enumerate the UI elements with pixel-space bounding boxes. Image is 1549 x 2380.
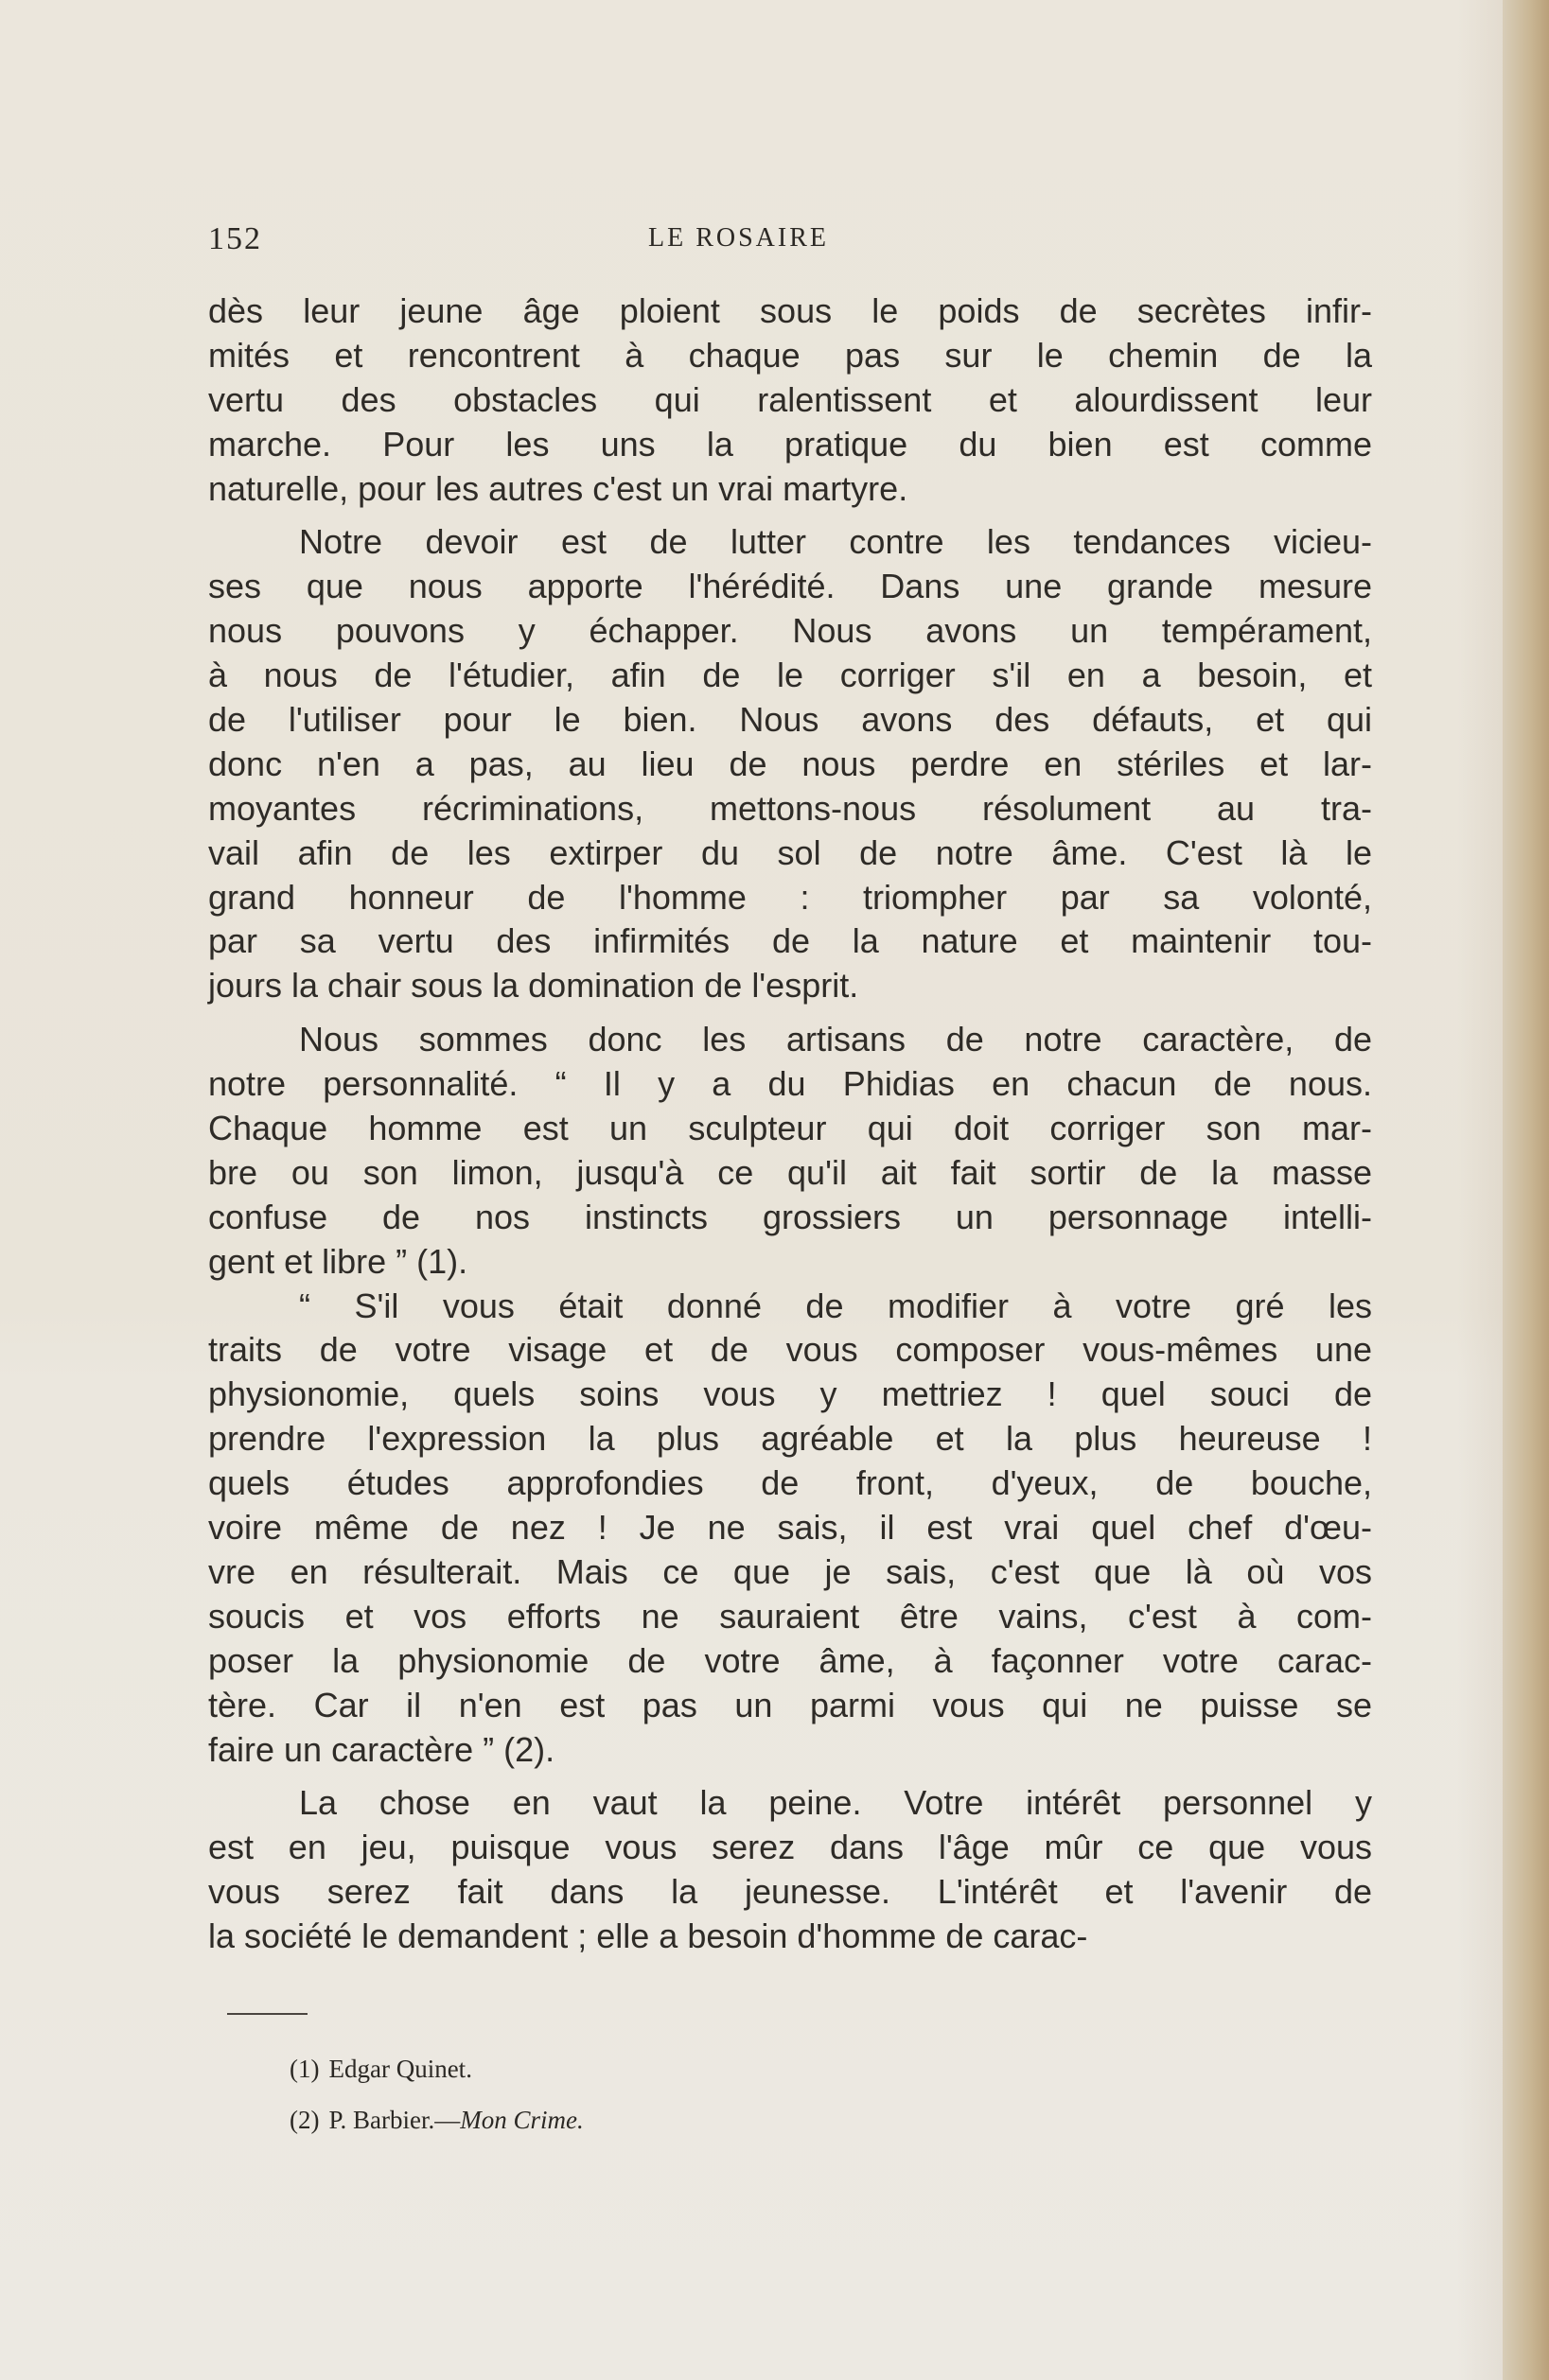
text-line: moyantes récriminations, mettons-nous résolument au tra-: [208, 788, 1372, 828]
page-gutter-shadow: [1503, 0, 1549, 2380]
text-line: marche. Pour les uns la pratique du bien est comme: [208, 424, 1372, 464]
body-text: [208, 289, 1372, 1959]
footnote-rule: [227, 2013, 308, 2015]
footnote: [290, 2094, 1141, 2145]
text-line: tère. Car il n'en est pas un parmi vous qui ne puisse se: [208, 1685, 1372, 1724]
text-line: prendre l'expression la plus agréable et la plus heureuse !: [208, 1419, 1372, 1459]
text-line: naturelle, pour les autres c'est un vrai martyre.: [208, 468, 908, 508]
paragraph: [208, 289, 1372, 511]
page-header: [208, 221, 1372, 259]
text-line: voire même de nez ! Je ne sais, il est vrai quel chef d'œu-: [208, 1508, 1372, 1548]
paragraph-gap: [208, 1772, 1372, 1781]
text-line: traits de votre visage et de vous composer vous-mêmes une: [208, 1330, 1372, 1370]
text-line: bre ou son limon, jusqu'à ce qu'il ait fait sortir de la masse: [208, 1152, 1372, 1192]
text-line: mités et rencontrent à chaque pas sur le chemin de la: [208, 335, 1372, 375]
footnote-text: P. Barbier.—: [328, 2106, 461, 2134]
paragraph-gap: [208, 1008, 1372, 1018]
text-line: grand honneur de l'homme : triompher par sa volonté,: [208, 877, 1372, 917]
text-line: donc n'en a pas, au lieu de nous perdre en stériles et lar-: [208, 744, 1372, 783]
text-line: Nous sommes donc les artisans de notre caractère, de: [299, 1020, 1372, 1059]
footnote-mark: (1): [290, 2055, 320, 2083]
text-line: La chose en vaut la peine. Votre intérêt personnel y: [299, 1783, 1372, 1823]
text-line: faire un caractère ” (2).: [208, 1729, 555, 1769]
paragraph-gap: [208, 511, 1372, 520]
footnotes: [290, 2043, 1141, 2145]
text-line: “ S'il vous était donné de modifier à votre gré les: [299, 1286, 1372, 1325]
running-title: LE ROSAIRE: [648, 223, 829, 253]
footnote: [290, 2043, 1141, 2094]
text-line: poser la physionomie de votre âme, à façonner votre carac-: [208, 1640, 1372, 1680]
text-line: dès leur jeune âge ploient sous le poids de secrètes infir-: [208, 291, 1372, 330]
paragraph: [208, 520, 1372, 1008]
paragraph: [208, 1781, 1372, 1959]
text-line: vous serez fait dans la jeunesse. L'intérêt et l'avenir de: [208, 1872, 1372, 1912]
text-line: nous pouvons y échapper. Nous avons un tempérament,: [208, 611, 1372, 651]
text-line: vre en résulterait. Mais ce que je sais, c'est que là où vos: [208, 1551, 1372, 1591]
footnote-mark: (2): [290, 2106, 320, 2134]
text-line: physionomie, quels soins vous y mettriez ! quel souci de: [208, 1374, 1372, 1414]
text-line: notre personnalité. “ Il y a du Phidias en chacun de nous.: [208, 1064, 1372, 1104]
text-line: Chaque homme est un sculpteur qui doit corriger son mar-: [208, 1109, 1372, 1148]
text-line: à nous de l'étudier, afin de le corriger s'il en a besoin, et: [208, 656, 1372, 695]
footnote-title: Mon Crime.: [460, 2106, 584, 2134]
page-number: 152: [208, 221, 262, 256]
text-line: gent et libre ” (1).: [208, 1241, 468, 1281]
text-line: par sa vertu des infirmités de la nature et maintenir tou-: [208, 921, 1372, 961]
footnote-text: Edgar Quinet.: [328, 2055, 472, 2083]
text-line: est en jeu, puisque vous serez dans l'âge mûr ce que vous: [208, 1828, 1372, 1867]
text-line: quels études approfondies de front, d'yeux, de bouche,: [208, 1463, 1372, 1503]
paragraph: [208, 1018, 1372, 1284]
text-line: vail afin de les extirper du sol de notre âme. C'est là le: [208, 832, 1372, 872]
text-line: ses que nous apporte l'hérédité. Dans une grande mesure: [208, 567, 1372, 606]
text-line: de l'utiliser pour le bien. Nous avons des défauts, et qui: [208, 700, 1372, 740]
paragraph: [208, 1285, 1372, 1773]
text-line: soucis et vos efforts ne sauraient être vains, c'est à com-: [208, 1596, 1372, 1636]
text-line: Notre devoir est de lutter contre les tendances vicieu-: [299, 522, 1372, 562]
text-line: vertu des obstacles qui ralentissent et alourdissent leur: [208, 379, 1372, 419]
text-line: jours la chair sous la domination de l'esprit.: [208, 966, 859, 1006]
text-line: confuse de nos instincts grossiers un personnage intelli-: [208, 1197, 1372, 1236]
text-line: la société le demandent ; elle a besoin d'homme de carac-: [208, 1916, 1088, 1956]
